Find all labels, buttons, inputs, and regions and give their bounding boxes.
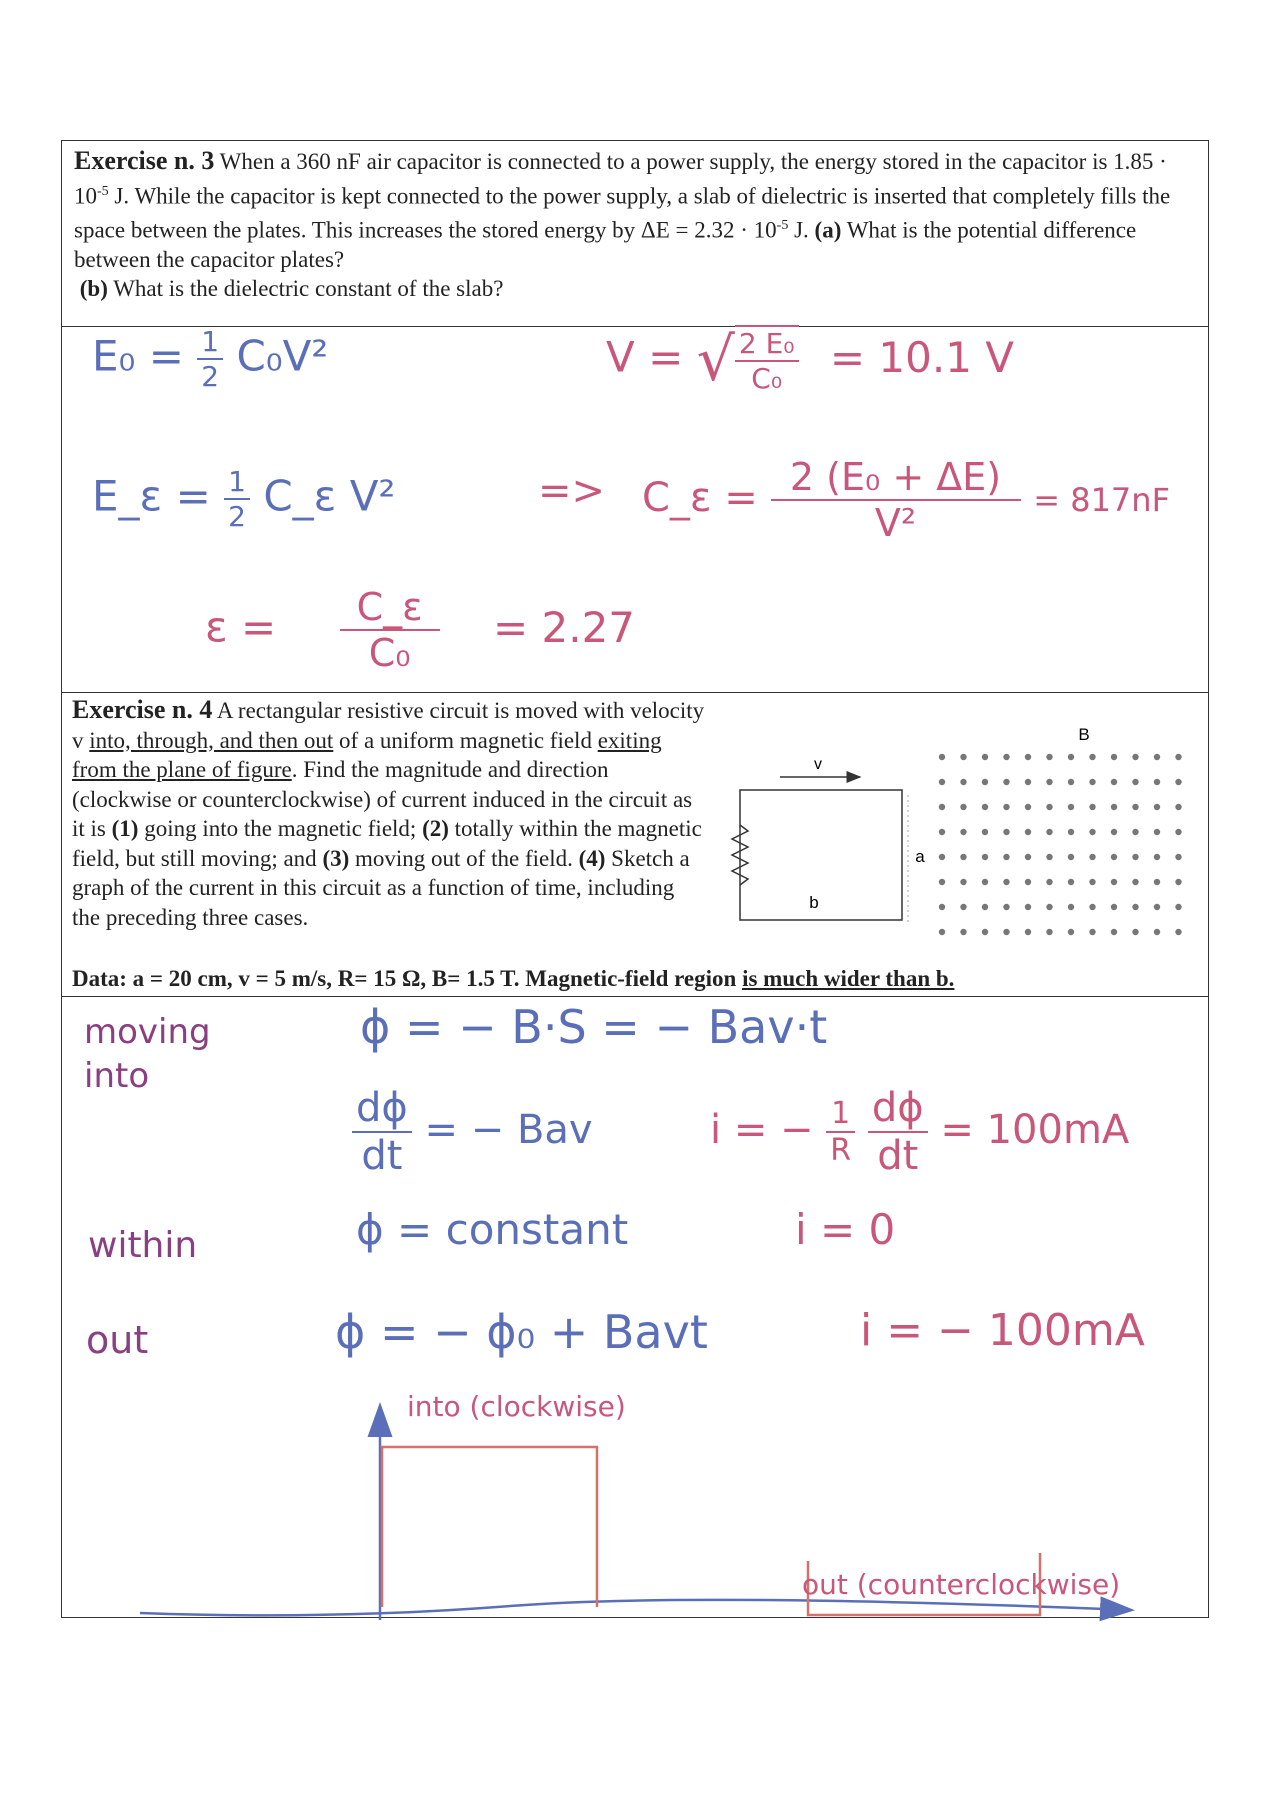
flux-constant-equation: ϕ = constant — [356, 1205, 629, 1254]
field-dot — [1132, 929, 1138, 935]
field-dot — [1046, 929, 1052, 935]
field-dot — [1089, 854, 1095, 860]
field-dot — [1046, 754, 1052, 760]
current-into-result: = 100mA — [940, 1107, 1130, 1153]
field-dot — [1132, 829, 1138, 835]
field-dot — [1111, 754, 1117, 760]
field-dot — [1068, 854, 1074, 860]
field-dot — [960, 754, 966, 760]
field-dot — [1089, 904, 1095, 910]
field-dot — [1175, 879, 1181, 885]
field-dot — [1003, 754, 1009, 760]
field-dot — [982, 879, 988, 885]
height-label-a: a — [915, 847, 925, 866]
field-dot — [1046, 879, 1052, 885]
time-axis — [140, 1600, 1130, 1615]
field-dot — [939, 879, 945, 885]
field-dot — [939, 929, 945, 935]
dielectric-constant-equation: ε = $\frac{C\_\varepsilon}{\text{C₀}}$ = 2.27 — [205, 585, 636, 675]
dielectric-result: = 2.27 — [492, 602, 636, 652]
field-dot — [939, 754, 945, 760]
exercise-3-label: Exercise n. 3 — [74, 146, 215, 175]
field-dot — [1154, 879, 1160, 885]
field-dot — [960, 904, 966, 910]
divider-ex4 — [62, 692, 1208, 693]
field-dot — [1003, 804, 1009, 810]
field-dot — [1025, 779, 1031, 785]
field-dot — [1068, 754, 1074, 760]
field-dot — [1111, 879, 1117, 885]
field-dot — [939, 779, 945, 785]
circuit-figure — [720, 725, 1210, 950]
within-label: within — [88, 1225, 198, 1266]
into-pulse — [382, 1447, 597, 1607]
field-dot — [1154, 829, 1160, 835]
field-dot — [1025, 904, 1031, 910]
width-label-b: b — [809, 893, 819, 912]
voltage-equation: V = √ $\frac{\text{2 E₀}}{\text{C₀}}$ = 10.1 V — [606, 325, 1015, 395]
field-dot — [1089, 929, 1095, 935]
field-dot — [1132, 854, 1138, 860]
field-dot — [960, 829, 966, 835]
field-dot — [1025, 754, 1031, 760]
field-dot — [982, 904, 988, 910]
exercise-3-statement: Exercise n. 3 When a 360 nF air capacitor is connected to a power supply, the energy stored in the capacitor is $1.85 \cdot 10^{-5}$ J. While the capacitor is kept connected to the power supply, a slab of dielectric is inserted that completely fills the space between the plates. This increases the stored energy by $\Delta E = 2.32 \cdot 10^{-5}$ J. (a) What is the potential difference between the capacitor plates? (b) What is the dielectric constant of the slab? — [74, 146, 1171, 302]
field-dot — [960, 879, 966, 885]
field-dot — [1154, 904, 1160, 910]
exercise-4-label: Exercise n. 4 — [72, 695, 213, 724]
field-dot — [1111, 929, 1117, 935]
field-dot — [960, 804, 966, 810]
field-dot — [1089, 804, 1095, 810]
implies-arrow: => — [538, 468, 606, 514]
velocity-label: v — [814, 756, 822, 773]
field-dot — [960, 779, 966, 785]
field-dot — [1111, 779, 1117, 785]
field-dot — [1132, 904, 1138, 910]
field-dot — [1046, 854, 1052, 860]
exercise-4-data: Data: a = 20 cm, v = 5 m/s, R= 15 Ω, B= 1.5 T. Magnetic-field region is much wider than b. — [72, 966, 955, 991]
moving-into-label: moving into — [84, 1012, 211, 1096]
field-dot — [1068, 829, 1074, 835]
flux-out-equation: ϕ = − ϕ₀ + Bavt — [335, 1305, 708, 1359]
capacitance-equation: C_ε = $\frac{\text{2 (E₀ + ΔE)}}{\text{V²}}$ = 817nF — [642, 455, 1170, 545]
field-dot — [1046, 779, 1052, 785]
field-dot — [1154, 929, 1160, 935]
field-dot — [939, 854, 945, 860]
field-dot — [1003, 854, 1009, 860]
field-dot — [1175, 829, 1181, 835]
field-dot — [1068, 904, 1074, 910]
field-dot — [1132, 804, 1138, 810]
field-dot — [1175, 904, 1181, 910]
field-dot — [982, 854, 988, 860]
field-dot — [1025, 829, 1031, 835]
field-dot — [1046, 829, 1052, 835]
field-dot — [1046, 804, 1052, 810]
field-dot — [1089, 754, 1095, 760]
divider-ex4-solution — [62, 996, 1208, 997]
energy-ee-equation: E_ε = $\frac{1}{2}$ C_ε V² — [92, 465, 396, 533]
graph-into-label: into (clockwise) — [407, 1390, 626, 1423]
field-dot — [1132, 754, 1138, 760]
field-dot — [1068, 804, 1074, 810]
field-dot — [1003, 904, 1009, 910]
field-dot — [1175, 929, 1181, 935]
circuit-loop — [740, 790, 902, 920]
out-label: out — [86, 1318, 149, 1362]
field-dot — [1154, 804, 1160, 810]
field-dot — [1003, 829, 1009, 835]
field-dot — [1046, 904, 1052, 910]
exercise-4-statement: Exercise n. 4 A rectangular resistive circuit is moved with velocity v into, through, and then out of a uniform magnetic field exiting from the plane of figure. Find the magnitude and direction (clockwise or counterclockwise) of current induced in the circuit as it is (1) going into the magnetic field; (2) totally within the magnetic field, but still moving; and (3) moving out of the field. (4) Sketch a graph of the current in this circuit as a function of time, including the preceding three cases. — [72, 695, 705, 930]
field-dot — [1132, 779, 1138, 785]
field-dot — [1154, 779, 1160, 785]
field-dot — [1111, 904, 1117, 910]
field-dot — [1068, 879, 1074, 885]
field-dot — [939, 904, 945, 910]
capacitance-result: = 817nF — [1033, 481, 1170, 519]
field-dot — [982, 779, 988, 785]
field-dot — [1089, 779, 1095, 785]
field-dot — [1154, 854, 1160, 860]
current-out-result: i = − 100mA — [860, 1305, 1145, 1356]
field-dot — [939, 804, 945, 810]
field-label-b: B — [1078, 725, 1090, 744]
field-dot — [1175, 779, 1181, 785]
field-dot — [1132, 879, 1138, 885]
field-dot — [1111, 804, 1117, 810]
field-dot — [1003, 779, 1009, 785]
field-dot — [982, 804, 988, 810]
field-dot — [982, 929, 988, 935]
field-dot — [1111, 854, 1117, 860]
field-dot — [1175, 804, 1181, 810]
field-dot — [1111, 829, 1117, 835]
graph-out-label: out (counterclockwise) — [802, 1568, 1121, 1601]
field-dot — [1089, 879, 1095, 885]
field-dot — [960, 854, 966, 860]
energy-e0-equation: E₀ = $\frac{1}{2}$ C₀V² — [92, 325, 329, 393]
field-dot — [1025, 854, 1031, 860]
field-dot — [1175, 854, 1181, 860]
field-dot — [982, 829, 988, 835]
field-dot — [1068, 779, 1074, 785]
current-into-equation: i = − $\frac{1}{R}$ $\frac{d\phi}{dt}$ = 100mA — [710, 1085, 1130, 1179]
magnetic-field-dots — [939, 754, 1182, 935]
field-dot — [939, 829, 945, 835]
field-dot — [1154, 754, 1160, 760]
field-dot — [1003, 929, 1009, 935]
field-dot — [1175, 754, 1181, 760]
flux-derivative-equation: $\frac{d\phi}{dt}$ = − Bav — [352, 1085, 593, 1179]
field-dot — [1025, 879, 1031, 885]
field-dot — [1003, 879, 1009, 885]
flux-equation: ϕ = − B·S = − Bav·t — [360, 1000, 828, 1054]
field-dot — [1025, 929, 1031, 935]
field-dot — [960, 929, 966, 935]
field-dot — [1089, 829, 1095, 835]
current-zero: i = 0 — [795, 1205, 896, 1254]
field-dot — [1068, 929, 1074, 935]
field-dot — [982, 754, 988, 760]
voltage-result: = 10.1 V — [829, 332, 1015, 382]
field-dot — [1025, 804, 1031, 810]
